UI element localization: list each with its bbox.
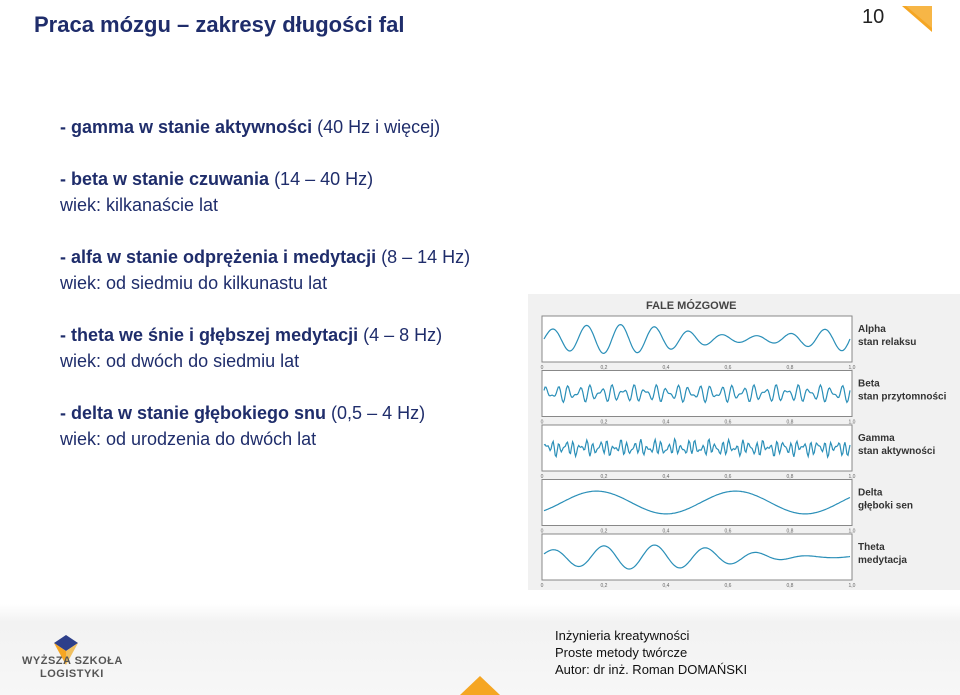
tick-label: 0 [540,583,544,589]
beta-item [60,166,540,218]
wave-desc-beta: stan przytomności [858,391,947,403]
wave-desc-theta: medytacja [858,555,907,566]
footer-course: Inżynieria kreatywności [555,628,690,643]
tick-label: 0,8 [786,528,794,535]
gamma-range: (40 Hz i więcej) [312,117,441,137]
theta-age: wiek: od dwóch do siedmiu lat [60,351,300,371]
wave-name-beta: Beta [858,378,880,390]
tick-label: 1,0 [848,528,856,535]
gamma-name: - gamma w stanie aktywności [60,117,313,137]
tick-label: 0,2 [600,474,608,480]
tick-label: 0 [540,419,544,426]
figure-title: FALE MÓZGOWE [646,300,737,312]
school-name-line1: WYŻSZA SZKOŁA [22,655,123,667]
tick-label: 0,4 [662,583,670,589]
tick-label: 0,4 [662,365,670,371]
tick-label: 0,6 [724,528,732,535]
tick-label: 0,2 [600,419,608,426]
wave-name-theta: Theta [858,542,885,553]
beta-age: wiek: kilkanaście lat [60,195,219,215]
theta-name: - theta we śnie i głębszej medytacji [60,325,359,345]
tick-label: 0,8 [786,583,794,589]
tick-label: 0 [540,474,544,480]
tick-label: 0,8 [786,474,794,480]
footer-subject: Proste metody twórcze [555,645,688,660]
wave-desc-gamma: stan aktywności [858,446,936,457]
delta-age: wiek: od urodzenia do dwóch lat [60,429,317,449]
delta-item [60,400,540,452]
beta-range: (14 – 40 Hz) [269,169,374,189]
tick-label: 0,4 [662,474,670,480]
tick-label: 1,0 [848,419,856,426]
tick-label: 0,8 [786,365,794,371]
bottom-triangle-icon [460,676,500,695]
wave-desc-delta: głęboki sen [858,500,914,512]
tick-label: 0,6 [724,583,732,589]
wave-panel-delta [542,480,852,526]
slide-title: Praca mózgu – zakresy długości fal [34,12,405,37]
alfa-age: wiek: od siedmiu do kilkunastu lat [60,273,328,293]
alfa-item [60,244,540,296]
tick-label: 0,2 [600,528,608,535]
tick-label: 0,8 [786,419,794,426]
alfa-name: - alfa w stanie odprężenia i medytacji [60,247,377,267]
delta-name: - delta w stanie głębokiego snu [60,403,327,423]
brain-waves-figure [528,294,960,590]
gamma-item [60,114,540,140]
alfa-range: (8 – 14 Hz) [376,247,471,267]
tick-label: 0,6 [724,419,732,426]
tick-label: 1,0 [848,583,856,589]
tick-label: 0,6 [724,365,732,371]
tick-label: 0,2 [600,583,608,589]
theta-range: (4 – 8 Hz) [358,325,443,345]
wave-name-delta: Delta [858,487,883,499]
footer-info [555,627,747,678]
school-name-line2: LOGISTYKI [40,668,104,680]
tick-label: 0 [540,365,544,371]
wave-panel-theta [542,534,852,580]
tick-label: 0,4 [662,419,670,426]
delta-range: (0,5 – 4 Hz) [326,403,426,423]
corner-triangle-icon [902,6,932,32]
tick-label: 1,0 [848,365,856,371]
tick-label: 0,4 [662,528,670,535]
tick-label: 1,0 [848,474,856,480]
tick-label: 0,2 [600,365,608,371]
wave-name-gamma: Gamma [858,433,895,444]
tick-label: 0,6 [724,474,732,480]
footer-author: Autor: dr inż. Roman DOMAŃSKI [555,662,748,677]
tick-label: 0 [540,528,544,535]
wave-name-alpha: Alpha [858,324,886,335]
wave-desc-alpha: stan relaksu [858,337,917,348]
page-number: 10 [862,6,885,28]
wave-list [60,114,540,478]
theta-item [60,322,540,374]
beta-name: - beta w stanie czuwania [60,169,270,189]
